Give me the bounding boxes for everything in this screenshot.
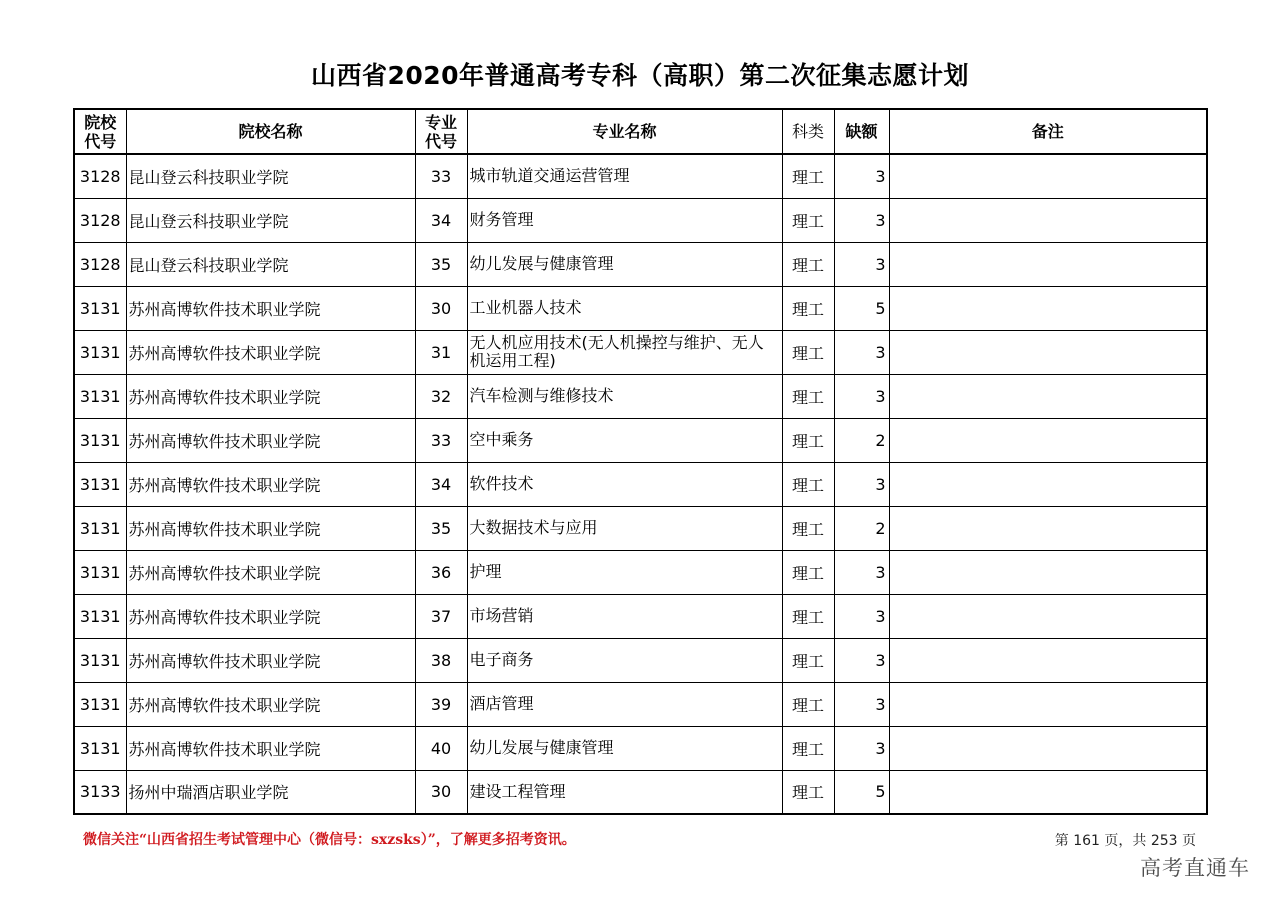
cell-major-name: 电子商务 (467, 638, 782, 682)
cell-remarks (889, 418, 1207, 462)
cell-school-name: 昆山登云科技职业学院 (126, 154, 415, 198)
cell-school-code: 3131 (74, 726, 126, 770)
cell-quota: 3 (834, 550, 889, 594)
header-remarks: 备注 (889, 109, 1207, 154)
cell-major-name: 软件技术 (467, 462, 782, 506)
header-major-code (415, 109, 467, 154)
cell-category: 理工 (782, 726, 834, 770)
table-row (74, 330, 1207, 374)
table-row (74, 770, 1207, 814)
cell-school-code: 3131 (74, 506, 126, 550)
page-number: 第 161 页，共 253 页 (1054, 833, 1196, 849)
cell-major-name: 幼儿发展与健康管理 (467, 726, 782, 770)
cell-school-name: 昆山登云科技职业学院 (126, 242, 415, 286)
cell-school-code: 3128 (74, 198, 126, 242)
cell-quota: 3 (834, 330, 889, 374)
table-header-row (74, 109, 1207, 154)
cell-quota: 3 (834, 374, 889, 418)
cell-major-code: 33 (415, 418, 467, 462)
cell-category: 理工 (782, 506, 834, 550)
cell-school-name: 苏州高博软件技术职业学院 (126, 506, 415, 550)
cell-school-code: 3131 (74, 330, 126, 374)
table-row (74, 198, 1207, 242)
cell-school-name: 苏州高博软件技术职业学院 (126, 286, 415, 330)
cell-school-code: 3131 (74, 594, 126, 638)
table-row (74, 726, 1207, 770)
cell-school-code: 3131 (74, 550, 126, 594)
cell-major-code: 34 (415, 462, 467, 506)
cell-major-name: 汽车检测与维修技术 (467, 374, 782, 418)
cell-school-code: 3131 (74, 286, 126, 330)
cell-remarks (889, 286, 1207, 330)
cell-category: 理工 (782, 286, 834, 330)
cell-major-name: 大数据技术与应用 (467, 506, 782, 550)
cell-major-name: 空中乘务 (467, 418, 782, 462)
cell-major-code: 35 (415, 242, 467, 286)
cell-school-code: 3128 (74, 154, 126, 198)
table-row (74, 154, 1207, 198)
cell-major-name: 城市轨道交通运营管理 (467, 154, 782, 198)
cell-school-code: 3131 (74, 418, 126, 462)
cell-major-name: 护理 (467, 550, 782, 594)
cell-remarks (889, 770, 1207, 814)
cell-category: 理工 (782, 462, 834, 506)
cell-major-code: 34 (415, 198, 467, 242)
cell-quota: 3 (834, 198, 889, 242)
cell-school-code: 3128 (74, 242, 126, 286)
cell-school-name: 苏州高博软件技术职业学院 (126, 418, 415, 462)
cell-quota: 5 (834, 770, 889, 814)
cell-major-code: 37 (415, 594, 467, 638)
cell-category: 理工 (782, 638, 834, 682)
cell-major-code: 35 (415, 506, 467, 550)
header-major-code-label: 专业 代号 (424, 112, 457, 151)
cell-school-name: 苏州高博软件技术职业学院 (126, 726, 415, 770)
cell-quota: 2 (834, 418, 889, 462)
table-row (74, 418, 1207, 462)
cell-school-code: 3133 (74, 770, 126, 814)
cell-remarks (889, 682, 1207, 726)
cell-major-code: 33 (415, 154, 467, 198)
cell-quota: 5 (834, 286, 889, 330)
cell-school-name: 苏州高博软件技术职业学院 (126, 550, 415, 594)
cell-school-name: 扬州中瑞酒店职业学院 (126, 770, 415, 814)
cell-major-name: 建设工程管理 (467, 770, 782, 814)
cell-quota: 3 (834, 726, 889, 770)
cell-major-code: 31 (415, 330, 467, 374)
cell-quota: 3 (834, 154, 889, 198)
table-row (74, 286, 1207, 330)
cell-major-code: 39 (415, 682, 467, 726)
cell-remarks (889, 198, 1207, 242)
header-school-code (74, 109, 126, 154)
cell-school-name: 苏州高博软件技术职业学院 (126, 374, 415, 418)
cell-remarks (889, 154, 1207, 198)
cell-quota: 3 (834, 682, 889, 726)
cell-quota: 3 (834, 462, 889, 506)
cell-remarks (889, 330, 1207, 374)
cell-school-code: 3131 (74, 682, 126, 726)
cell-remarks (889, 550, 1207, 594)
cell-major-name: 财务管理 (467, 198, 782, 242)
cell-school-name: 苏州高博软件技术职业学院 (126, 330, 415, 374)
cell-remarks (889, 726, 1207, 770)
cell-category: 理工 (782, 242, 834, 286)
cell-major-code: 40 (415, 726, 467, 770)
table-row (74, 682, 1207, 726)
cell-major-code: 30 (415, 770, 467, 814)
cell-school-code: 3131 (74, 374, 126, 418)
enrollment-plan-table (73, 108, 1208, 815)
table-row (74, 374, 1207, 418)
cell-quota: 3 (834, 594, 889, 638)
cell-quota: 3 (834, 638, 889, 682)
cell-remarks (889, 374, 1207, 418)
cell-major-name: 工业机器人技术 (467, 286, 782, 330)
cell-school-name: 苏州高博软件技术职业学院 (126, 594, 415, 638)
cell-major-code: 30 (415, 286, 467, 330)
cell-major-code: 32 (415, 374, 467, 418)
cell-remarks (889, 506, 1207, 550)
cell-major-name: 酒店管理 (467, 682, 782, 726)
cell-remarks (889, 638, 1207, 682)
cell-school-code: 3131 (74, 638, 126, 682)
cell-category: 理工 (782, 154, 834, 198)
table-row (74, 506, 1207, 550)
cell-category: 理工 (782, 550, 834, 594)
cell-remarks (889, 242, 1207, 286)
cell-school-name: 苏州高博软件技术职业学院 (126, 682, 415, 726)
header-school-name: 院校名称 (126, 109, 415, 154)
wechat-footnote: 微信关注“山西省招生考试管理中心（微信号：sxzsks）”，了解更多招考资讯。 (83, 832, 576, 848)
cell-major-code: 36 (415, 550, 467, 594)
cell-category: 理工 (782, 770, 834, 814)
cell-major-name: 市场营销 (467, 594, 782, 638)
cell-category: 理工 (782, 330, 834, 374)
cell-quota: 3 (834, 242, 889, 286)
table-row (74, 462, 1207, 506)
header-quota: 缺额 (834, 109, 889, 154)
page-title: 山西省2020年普通高考专科（高职）第二次征集志愿计划 (310, 61, 970, 90)
cell-remarks (889, 462, 1207, 506)
watermark-text: 高考直通车 (1140, 856, 1250, 880)
cell-category: 理工 (782, 594, 834, 638)
cell-school-name: 苏州高博软件技术职业学院 (126, 638, 415, 682)
table-body (74, 154, 1207, 814)
cell-category: 理工 (782, 682, 834, 726)
cell-major-name: 无人机应用技术(无人机操控与维护、无人机运用工程) (467, 330, 782, 374)
cell-school-name: 苏州高博软件技术职业学院 (126, 462, 415, 506)
table-row (74, 638, 1207, 682)
table-row (74, 594, 1207, 638)
cell-school-code: 3131 (74, 462, 126, 506)
cell-major-name: 幼儿发展与健康管理 (467, 242, 782, 286)
header-school-code-label: 院校 代号 (84, 112, 117, 151)
header-category: 科类 (782, 109, 834, 154)
cell-category: 理工 (782, 198, 834, 242)
cell-category: 理工 (782, 374, 834, 418)
cell-category: 理工 (782, 418, 834, 462)
cell-remarks (889, 594, 1207, 638)
cell-quota: 2 (834, 506, 889, 550)
cell-school-name: 昆山登云科技职业学院 (126, 198, 415, 242)
cell-major-code: 38 (415, 638, 467, 682)
table-row (74, 242, 1207, 286)
header-major-name: 专业名称 (467, 109, 782, 154)
table-row (74, 550, 1207, 594)
